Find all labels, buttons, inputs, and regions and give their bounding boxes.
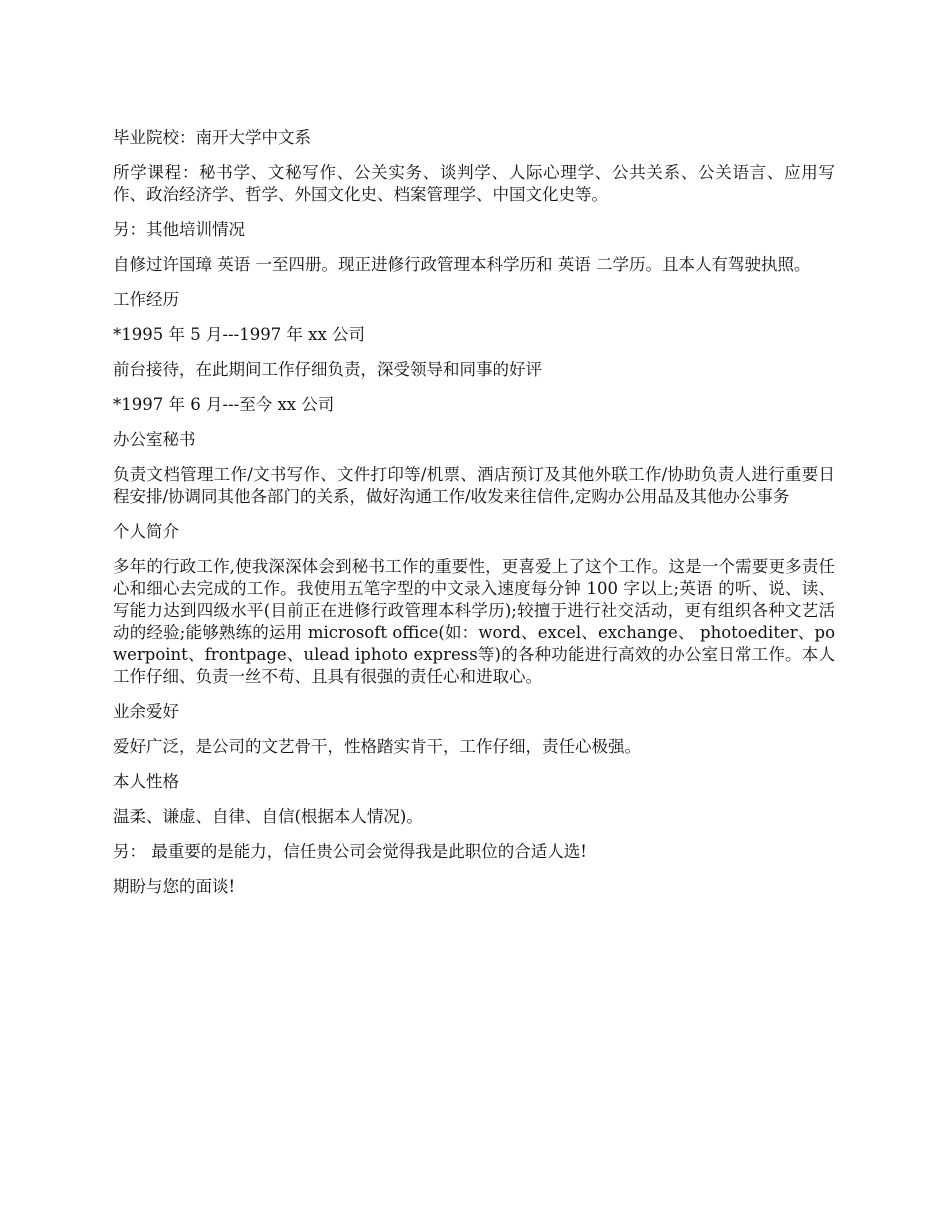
work-experience-heading: 工作经历	[113, 290, 179, 309]
self-study-paragraph: 自修过许国璋 英语 一至四册。现正进修行政管理本科学历和 英语 二学历。且本人有驾驶执照。	[113, 255, 811, 274]
closing-statement: 另： 最重要的是能力，信任贵公司会觉得我是此职位的合适人选!	[113, 842, 587, 861]
job-period-1: *1995 年 5 月---1997 年 xx 公司	[113, 325, 366, 344]
resume-document	[113, 127, 835, 911]
other-training-heading: 另：其他培训情况	[113, 220, 245, 239]
closing-greeting: 期盼与您的面谈!	[113, 877, 236, 896]
job-description-1: 前台接待，在此期间工作仔细负责，深受领导和同事的好评	[113, 360, 542, 379]
job-title-2: 办公室秘书	[113, 430, 196, 449]
courses-studied: 所学课程：秘书学、文秘写作、公关实务、谈判学、人际心理学、公共关系、公关语言、应用写作、政治经济学、哲学、外国文化史、档案管理学、中国文化史等。	[113, 163, 835, 204]
personal-profile-text: 多年的行政工作,使我深深体会到秘书工作的重要性，更喜爱上了这个工作。这是一个需要更多责任心和细心去完成的工作。我使用五笔字型的中文录入速度每分钟 100 字以上;英语 的听、说、读、写能力达到四级水平(目前正在进修行政管理本科学历);较擅于进行社交活动，更有组织各种文艺活动的经验;能够熟练的运用 microsoft office(如：word、excel、exchange、 photoediter、powerpoint、frontpage、ulead iphoto express等)的各种功能进行高效的办公室日常工作。本人工作仔细、负责一丝不苟、且具有很强的责任心和进取心。	[113, 557, 835, 686]
job-description-2: 负责文档管理工作/文书写作、文件打印等/机票、酒店预订及其他外联工作/协助负责人进行重要日程安排/协调同其他各部门的关系，做好沟通工作/收发来往信件,定购办公用品及其他办公事务	[113, 465, 835, 506]
graduation-school: 毕业院校：南开大学中文系	[113, 128, 311, 147]
job-period-2: *1997 年 6 月---至今 xx 公司	[113, 395, 335, 414]
personality-text: 温柔、谦虚、自律、自信(根据本人情况)。	[113, 807, 423, 826]
hobbies-text: 爱好广泛，是公司的文艺骨干，性格踏实肯干，工作仔细，责任心极强。	[113, 737, 641, 756]
hobbies-heading: 业余爱好	[113, 702, 179, 721]
personal-profile-heading: 个人简介	[113, 522, 179, 541]
personality-heading: 本人性格	[113, 772, 179, 791]
